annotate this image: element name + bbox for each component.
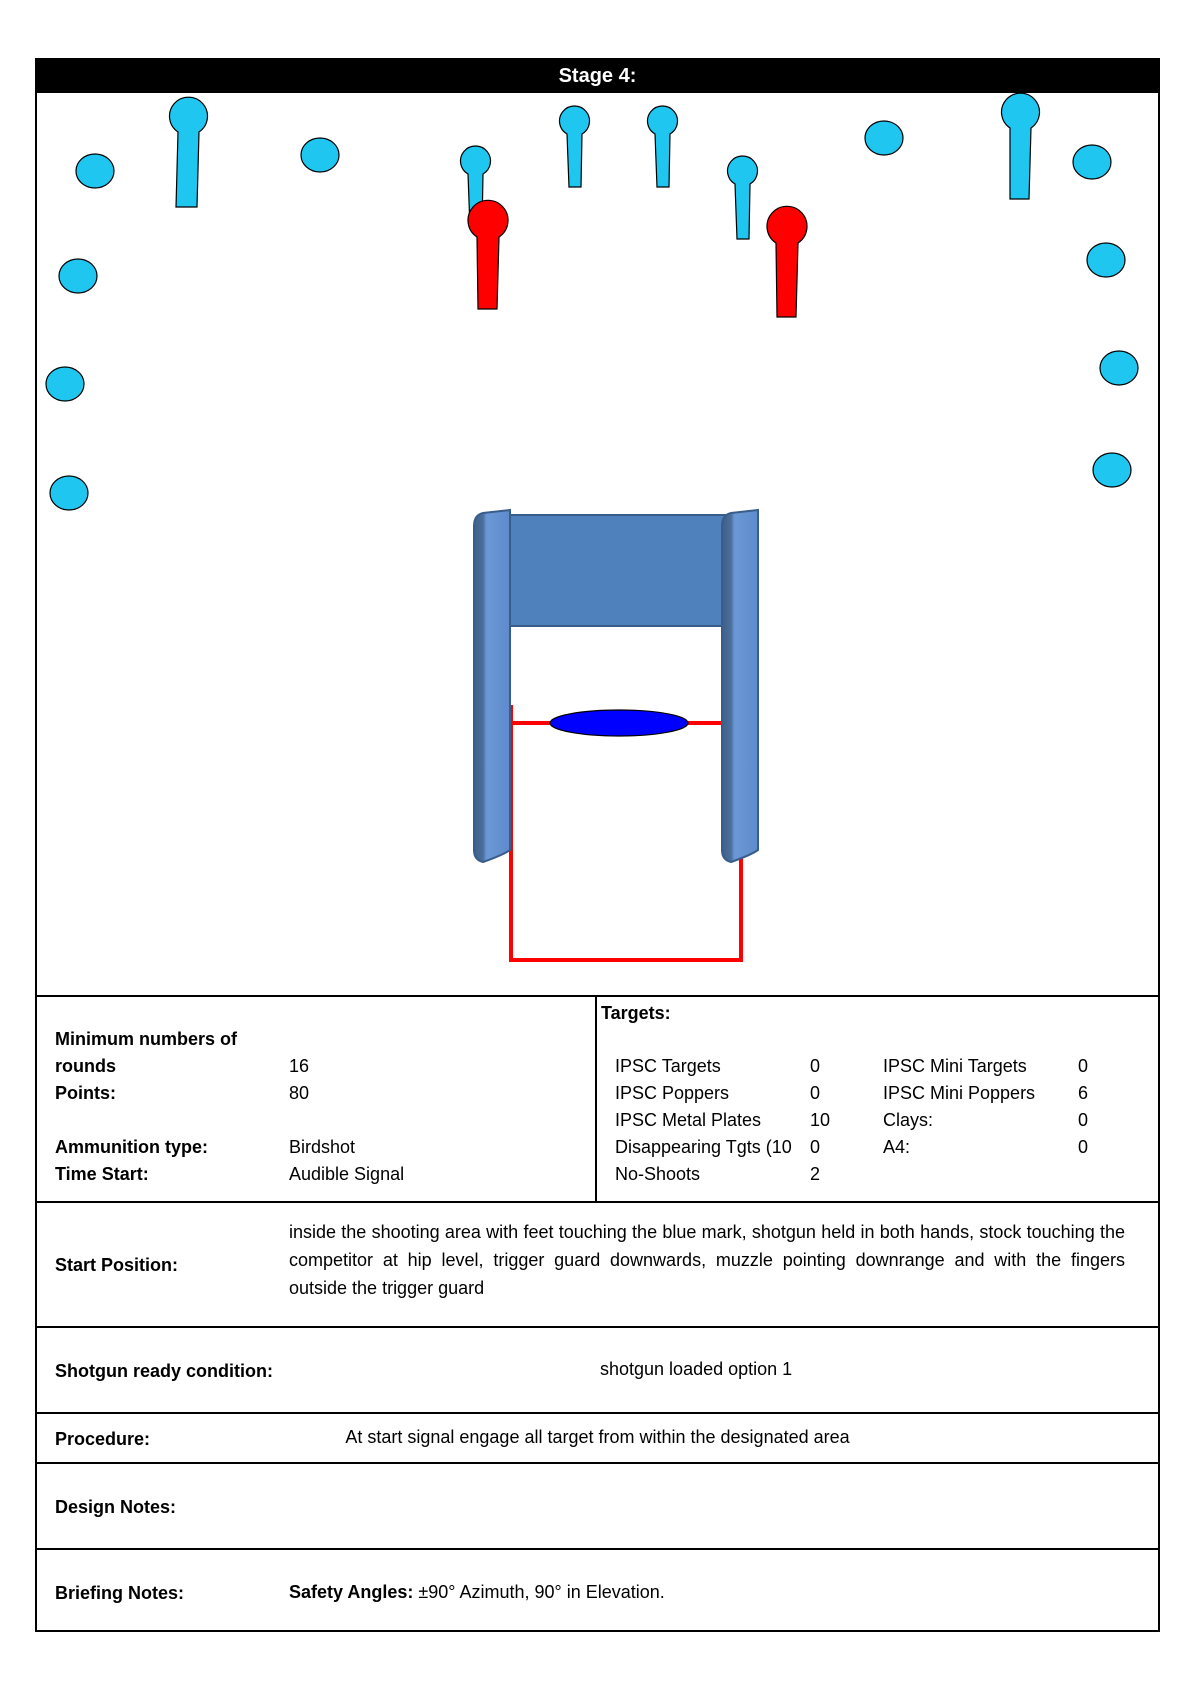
- target-label: IPSC Mini Targets: [883, 1056, 1027, 1076]
- no-shoot-poppers: [468, 200, 807, 317]
- min-rounds-label-2: rounds: [55, 1056, 116, 1076]
- min-rounds-value: 16: [289, 1056, 310, 1076]
- target-label: A4:: [883, 1137, 911, 1157]
- metal-plate: [50, 476, 88, 510]
- briefing-notes-text: [289, 1581, 665, 1603]
- divider: [37, 1548, 1158, 1550]
- target-value: 2: [810, 1164, 821, 1184]
- stage-sheet: [35, 58, 1160, 1632]
- barricade-left-post: [474, 510, 510, 862]
- time-start-value: Audible Signal: [289, 1164, 405, 1184]
- target-label: No-Shoots: [615, 1164, 701, 1184]
- ammo-label: Ammunition type:: [55, 1137, 208, 1157]
- stage-title: Stage 4:: [37, 60, 1158, 93]
- metal-plate: [59, 259, 97, 293]
- mini-popper: [560, 106, 590, 187]
- target-value: 0: [810, 1083, 821, 1103]
- divider: [37, 1326, 1158, 1328]
- mini-popper: [170, 97, 208, 207]
- targets-heading: Targets:: [601, 1003, 671, 1023]
- ammo-value: Birdshot: [289, 1137, 356, 1157]
- divider: [37, 1462, 1158, 1464]
- metal-plate: [1073, 145, 1111, 179]
- stage-diagram: [37, 93, 1158, 995]
- mini-popper: [728, 156, 758, 239]
- procedure-value: At start signal engage all target from within the designated area: [345, 1427, 850, 1447]
- target-value: 0: [1078, 1137, 1089, 1157]
- blue-start-mark: [550, 710, 688, 736]
- metal-plate: [46, 367, 84, 401]
- divider: [595, 995, 597, 1201]
- target-label: IPSC Metal Plates: [615, 1110, 762, 1130]
- points-value: 80: [289, 1083, 310, 1103]
- target-label: Disappearing Tgts (10: [615, 1137, 792, 1157]
- design-notes-label: Design Notes:: [55, 1497, 177, 1517]
- safety-angles-value: ±90° Azimuth, 90° in Elevation.: [413, 1582, 665, 1602]
- procedure-label: Procedure:: [55, 1429, 151, 1449]
- target-value: 6: [1078, 1083, 1089, 1103]
- divider: [37, 1201, 1158, 1203]
- target-label: IPSC Poppers: [615, 1083, 730, 1103]
- target-label: IPSC Targets: [615, 1056, 721, 1076]
- target-value: 0: [810, 1137, 821, 1157]
- no-shoot-popper: [767, 206, 807, 317]
- metal-plate: [865, 121, 903, 155]
- ready-condition-value: shotgun loaded option 1: [600, 1359, 793, 1379]
- points-label: Points:: [55, 1083, 116, 1103]
- briefing-notes-label: Briefing Notes:: [55, 1583, 185, 1603]
- mini-popper: [648, 106, 678, 187]
- start-position-label: Start Position:: [55, 1255, 179, 1275]
- metal-plate: [1100, 351, 1138, 385]
- shooting-area: [511, 705, 741, 960]
- mini-poppers: [170, 93, 1040, 239]
- ready-condition-label: Shotgun ready condition:: [55, 1361, 273, 1381]
- target-label: IPSC Mini Poppers: [883, 1083, 1036, 1103]
- barricade-right-post: [722, 510, 758, 862]
- target-value: 0: [1078, 1056, 1089, 1076]
- barricade: [474, 510, 758, 862]
- metal-plates: [46, 121, 1138, 510]
- metal-plate: [1087, 243, 1125, 277]
- time-start-label: Time Start:: [55, 1164, 149, 1184]
- no-shoot-popper: [468, 200, 508, 309]
- target-value: 0: [1078, 1110, 1089, 1130]
- safety-angles-label: Safety Angles:: [289, 1582, 414, 1602]
- divider: [37, 995, 1158, 997]
- metal-plate: [1093, 453, 1131, 487]
- divider: [37, 1412, 1158, 1414]
- metal-plate: [76, 154, 114, 188]
- target-value: 10: [810, 1110, 831, 1130]
- target-label: Clays:: [883, 1110, 934, 1130]
- barricade-top-panel: [508, 515, 725, 626]
- start-position-text: inside the shooting area with feet touching the blue mark, shotgun held in both hands, stock touching the competitor at hip level, trigger guard downwards, muzzle pointing downrange and with the fingers outside the trigger guard: [289, 1222, 1125, 1298]
- mini-popper: [1001, 93, 1039, 199]
- metal-plate: [301, 138, 339, 172]
- shooting-area-top: [511, 723, 741, 960]
- target-value: 0: [810, 1056, 821, 1076]
- min-rounds-label: Minimum numbers of: [55, 1029, 238, 1049]
